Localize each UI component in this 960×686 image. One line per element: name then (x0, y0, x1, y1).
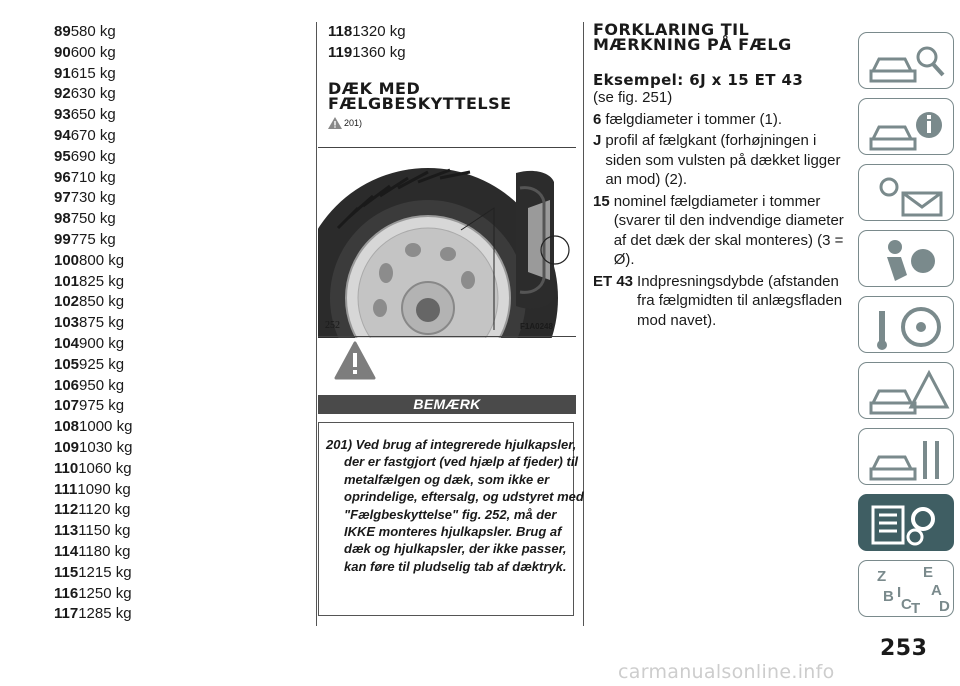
load-index-row (54, 604, 132, 625)
sidebar-tab-warning-lights-message[interactable] (858, 164, 954, 221)
load-index-value: 1180 kg (78, 542, 131, 560)
note-text: 201) Ved brug af integrerede hjulkapsler, der er fastgjort (ved hjælp af fjeder) til metalfælgen og dæk, som ikke er oprindelige, eftersalg, og udstyret med "Fælgbeskyttelse" fig. 252, må der IKKE monteres hjulkapsler. Brug af dæk og hjulkapsler, der ikke passer, kan føre til pludselig tab af dæktryk. (326, 437, 584, 574)
load-index-code: 89 (54, 23, 71, 40)
car-info-icon (865, 103, 951, 153)
index-letter: E (923, 565, 934, 581)
technical-data-gears-icon (865, 499, 951, 549)
car-search-icon (865, 37, 951, 87)
load-index-row (54, 313, 132, 334)
load-index-row (54, 272, 132, 293)
alphabetical-index-icon (865, 565, 951, 615)
load-index-code: 107 (54, 397, 80, 415)
example-title: Eksempel: 6J x 15 ET 43 (593, 71, 804, 89)
load-index-code: 117 (54, 605, 79, 623)
figure-code: F1A0248 (520, 322, 553, 331)
load-index-value: 850 kg (79, 293, 125, 311)
load-index-code: 118 (328, 23, 353, 40)
load-index-code: 104 (54, 334, 80, 352)
load-index-row (54, 84, 132, 105)
load-index-row (54, 126, 132, 147)
sidebar-tab-car-info[interactable] (858, 98, 954, 155)
tyre-rim-figure (318, 148, 576, 338)
load-index-value: 950 kg (79, 376, 125, 394)
definition-item (593, 131, 848, 190)
load-index-value: 1215 kg (78, 563, 132, 581)
load-index-row (54, 521, 132, 542)
car-accident-warning-icon (865, 367, 951, 417)
load-index-value: 1320 kg (352, 23, 406, 40)
definition-item (593, 192, 848, 270)
load-index-value: 1150 kg (78, 522, 131, 540)
load-index-value: 1000 kg (79, 418, 133, 436)
load-index-code: 103 (54, 314, 80, 332)
load-index-row (54, 43, 132, 64)
steering-wheel-key-icon (865, 301, 951, 351)
load-index-value: 750 kg (70, 210, 116, 228)
load-index-code: 119 (328, 43, 353, 61)
load-index-row (54, 438, 132, 459)
load-index-value: 1360 kg (352, 43, 406, 61)
load-index-row (54, 584, 132, 605)
car-tools-icon (865, 433, 951, 483)
load-index-code: 96 (54, 168, 71, 186)
load-index-row (54, 230, 132, 251)
sidebar-tab-airbag-passenger[interactable] (858, 230, 954, 287)
figure-number: 252 (325, 320, 340, 331)
load-index-code: 114 (54, 542, 79, 560)
rim-heading-line2: MÆRKNING PÅ FÆLG (593, 35, 792, 54)
rim-heading-line1: FORKLARING TIL (593, 20, 750, 39)
sidebar-tab-technical-data-gears[interactable] (858, 494, 954, 551)
load-index-row (54, 168, 132, 189)
load-index-value: 600 kg (70, 43, 116, 61)
load-index-row (54, 396, 132, 417)
definition-key: 6 (593, 110, 602, 128)
load-index-code: 94 (54, 126, 71, 144)
index-letter: T (911, 600, 921, 615)
load-index-code: 91 (54, 64, 71, 82)
definition-item (593, 272, 848, 331)
warning-triangle-icon (328, 117, 342, 129)
load-index-code: 113 (54, 522, 79, 540)
sidebar-tab-car-tools[interactable] (858, 428, 954, 485)
load-index-value: 690 kg (70, 147, 116, 165)
figure-bottom-rule (318, 336, 576, 337)
load-index-code: 115 (54, 563, 79, 581)
load-index-row (54, 334, 132, 355)
load-index-row (54, 147, 132, 168)
watermark: carmanualsonline.info (618, 661, 835, 683)
sidebar-tab-steering-wheel-key[interactable] (858, 296, 954, 353)
load-index-row (54, 64, 132, 85)
load-index-code: 108 (54, 418, 80, 436)
load-index-value: 580 kg (70, 23, 116, 40)
sidebar-tab-alphabetical-index[interactable] (858, 560, 954, 617)
load-index-code: 101 (54, 272, 80, 290)
load-index-row (54, 105, 132, 126)
load-index-value: 1030 kg (79, 438, 133, 456)
load-index-code: 100 (54, 251, 80, 269)
load-index-row (54, 459, 132, 480)
load-index-code: 110 (54, 459, 79, 477)
load-index-list-2 (328, 22, 406, 64)
page-number: 253 (880, 636, 928, 661)
tyre-protection-heading: DÆK MED FÆLGBESKYTTELSE (328, 79, 512, 113)
load-index-value: 925 kg (79, 355, 125, 373)
index-letter: A (931, 582, 942, 599)
definition-text: fælgdiameter i tommer (1). (605, 110, 783, 128)
index-letter: C (901, 596, 912, 613)
definition-item (593, 110, 848, 130)
load-index-list-1 (54, 22, 132, 625)
load-index-code: 102 (54, 293, 80, 311)
load-index-code: 116 (54, 584, 79, 602)
load-index-code: 111 (54, 480, 78, 498)
load-index-value: 800 kg (79, 251, 125, 269)
rim-marking-section (593, 22, 848, 330)
definition-key: J (593, 132, 602, 149)
load-index-row (54, 563, 132, 584)
example-reference: (se fig. 251) (593, 89, 673, 106)
index-letter: D (939, 598, 950, 615)
definition-key: 15 (593, 192, 610, 210)
load-index-row (54, 500, 132, 521)
load-index-value: 1285 kg (78, 605, 132, 623)
sidebar-tab-car-search[interactable] (858, 32, 954, 89)
warning-triangle-large-icon (334, 341, 376, 381)
load-index-code: 95 (54, 147, 71, 165)
load-index-row (54, 188, 132, 209)
load-index-value: 1060 kg (78, 459, 132, 477)
load-index-value: 615 kg (70, 64, 116, 82)
load-index-code: 112 (54, 501, 79, 519)
load-index-value: 1120 kg (78, 501, 131, 519)
load-index-code: 99 (54, 230, 71, 248)
load-index-code: 106 (54, 376, 80, 394)
sidebar-tab-car-accident-warning[interactable] (858, 362, 954, 419)
load-index-value: 1250 kg (78, 584, 132, 602)
load-index-value: 900 kg (79, 334, 125, 352)
load-index-value: 730 kg (70, 189, 116, 207)
definition-list (593, 110, 848, 331)
load-index-row (54, 292, 132, 313)
airbag-passenger-icon (865, 235, 951, 285)
index-letter: B (883, 588, 894, 605)
load-index-code: 90 (54, 43, 71, 61)
load-index-value: 775 kg (70, 230, 116, 248)
load-index-row (54, 209, 132, 230)
definition-text: nominel fælgdiameter i tommer (svarer til den indvendige diameter af det dæk der skal monteres) (3 = Ø). (613, 192, 844, 268)
load-index-value: 1090 kg (77, 480, 131, 498)
load-index-row (54, 376, 132, 397)
load-index-code: 109 (54, 438, 80, 456)
load-index-value: 670 kg (70, 126, 116, 144)
load-index-value: 875 kg (79, 314, 125, 332)
load-index-value: 825 kg (79, 272, 125, 290)
load-index-value: 650 kg (70, 106, 116, 124)
index-letter: I (897, 584, 902, 601)
load-index-code: 97 (54, 189, 71, 207)
column-divider-1 (316, 22, 317, 626)
index-letter: Z (877, 568, 887, 585)
load-index-value: 710 kg (70, 168, 116, 186)
load-index-code: 93 (54, 106, 71, 124)
load-index-row (328, 43, 406, 64)
load-index-value: 975 kg (79, 397, 125, 415)
definition-text: Indpresningsdybde (afstanden fra fælgmidten til anlægsfladen mod navet). (637, 272, 843, 329)
load-index-row (328, 22, 406, 43)
load-index-row (54, 542, 132, 563)
load-index-code: 105 (54, 355, 80, 373)
load-index-row (54, 251, 132, 272)
definition-text: profil af fælgkant (forhøjningen i siden som vulsten på dækket ligger an mod) (2). (605, 132, 841, 188)
load-index-code: 98 (54, 210, 71, 228)
load-index-row (54, 355, 132, 376)
load-index-code: 92 (54, 85, 71, 103)
load-index-row (54, 480, 132, 501)
load-index-value: 630 kg (70, 85, 116, 103)
warning-reference: 201) (328, 117, 362, 129)
warning-lights-message-icon (865, 169, 951, 219)
load-index-row (54, 417, 132, 438)
definition-key: ET 43 (593, 272, 634, 290)
load-index-row (54, 22, 132, 43)
note-title-bar: BEMÆRK (318, 395, 576, 414)
